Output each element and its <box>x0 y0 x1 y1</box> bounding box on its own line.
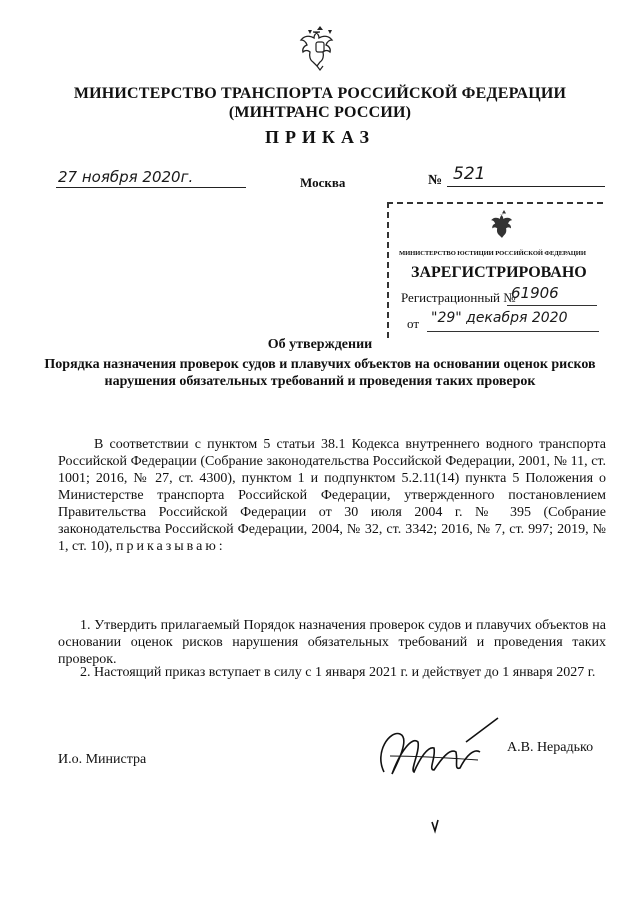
order-item-2: 2. Настоящий приказ вступает в силу с 1 января 2021 г. и действует до 1 января 2027 г. <box>80 665 596 680</box>
order-word: приказываю: <box>115 539 226 554</box>
coat-of-arms-icon <box>298 22 342 72</box>
order-number-handwritten: 521 <box>453 164 486 184</box>
stamp-reg-number-label: Регистрационный № <box>401 290 516 305</box>
date-underline <box>56 187 246 188</box>
stamp-status: ЗАРЕГИСТРИРОВАНО <box>411 264 587 281</box>
stamp-coat-of-arms-icon <box>489 208 519 242</box>
preamble-text: В соответствии с пунктом 5 статьи 38.1 Кодекса внутреннего водного транспорта Российской Федерации (Собрание законодательства Российской Федерации, 2001, № 11, ст. 1001; 2016, № 27, ст. 4300), пунктом 1 и подпунктом 5.2.11(14) пункта 5 Положения о Министерстве транспорта Российской Федерации, утвержденного постановлением Правительства Российской Федерации от 30 июля 2004 г. № 395 (Собрание законодательства Российской Федерации, 2004, № 32, ст. 3342; 2016, № 7, ст. 997; 2019, № 1, ст. 10), <box>58 437 606 554</box>
document-type-title: ПРИКАЗ <box>264 127 376 147</box>
ministry-short-name: (МИНТРАНС РОССИИ) <box>228 104 412 121</box>
handwritten-signature <box>370 712 510 787</box>
stamp-date-underline <box>427 331 599 332</box>
signer-title: И.о. Министра <box>58 752 147 767</box>
check-mark-icon <box>428 818 442 834</box>
ministry-header <box>0 84 640 122</box>
stamp-reg-date-handwritten: "29" декабря 2020 <box>431 310 568 326</box>
city: Москва <box>300 175 346 190</box>
stamp-from-label: от <box>407 316 420 331</box>
stamp-organization: МИНИСТЕРСТВО ЮСТИЦИИ РОССИЙСКОЙ ФЕДЕРАЦИИ <box>399 250 586 257</box>
subject-title: Порядка назначения проверок судов и плавучих объектов на основании оценок рисков нарушения обязательных требований и проведения таких проверок <box>44 357 596 389</box>
number-underline <box>447 186 605 187</box>
order-date-handwritten: 27 ноября 2020г. <box>58 168 194 186</box>
signer-name: А.В. Нерадько <box>507 740 594 755</box>
order-number-label: № <box>428 173 443 188</box>
subject-intro: Об утверждении <box>267 337 373 352</box>
order-item-1: 1. Утвердить прилагаемый Порядок назначения проверок судов и плавучих объектов на основании оценок рисков нарушения обязательных требований и проведения таких проверок. <box>58 618 606 667</box>
ministry-name: МИНИСТЕРСТВО ТРАНСПОРТА РОССИЙСКОЙ ФЕДЕРАЦИИ <box>73 85 567 102</box>
registration-stamp <box>387 202 603 338</box>
preamble-paragraph <box>58 436 606 555</box>
stamp-number-underline <box>507 305 597 306</box>
stamp-reg-number-handwritten: 61906 <box>511 284 559 302</box>
